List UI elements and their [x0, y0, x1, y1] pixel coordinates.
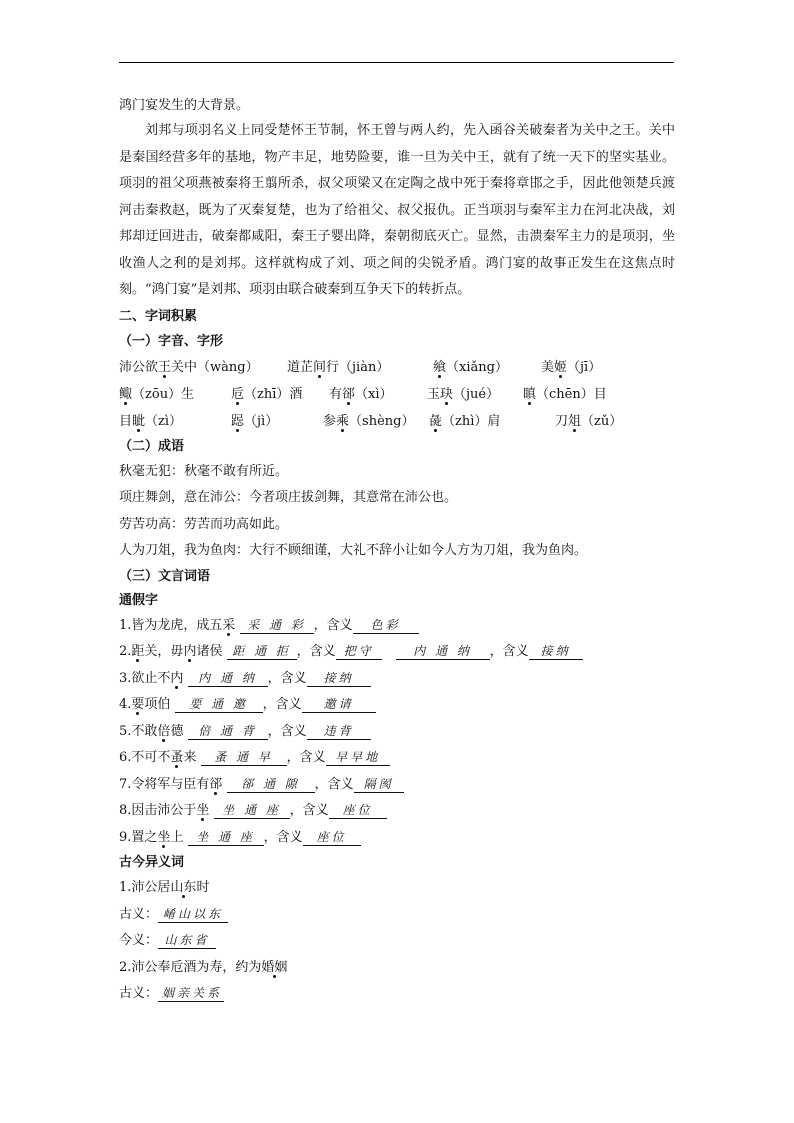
answer-blank: 山东省 [158, 932, 216, 949]
vocab-table [119, 354, 675, 435]
answer-blank: 邀请 [302, 696, 376, 713]
answer-blank: 距 通 拒 [227, 643, 297, 660]
vocab-item: 跽（jì） [231, 413, 279, 429]
tongjiazi-list [119, 613, 675, 852]
vocab-item: 刀俎（zǔ） [555, 413, 623, 429]
vocab-item: 瞋（chēn）目 [523, 386, 607, 402]
vocab-row [119, 354, 675, 381]
tongjiazi-item: 8.因击沛公于坐 坐 通 座 ，含义 座位 [119, 798, 675, 825]
vocab-item: 道芷间行（jiàn） [287, 359, 390, 375]
subheading-classical-words: （三）文言词语 [119, 568, 211, 584]
answer-blank: 郤 通 隙 [227, 776, 315, 793]
vocab-item: 卮（zhī）酒 [231, 386, 303, 402]
tongjiazi-item: 9.置之坐上 坐 通 座 ，含义 座位 [119, 825, 675, 852]
answer-blank: 倍 通 背 [188, 723, 268, 740]
vocab-row [119, 408, 675, 435]
vocab-item: 鲰（zōu）生 [119, 386, 195, 402]
answer-blank: 色彩 [353, 617, 419, 634]
tongjiazi-item: 4.要项伯 要 通 邀 ，含义 邀请 [119, 692, 675, 719]
answer-blank: 把守 [336, 643, 382, 660]
answer-blank: 采 通 彩 [240, 617, 314, 634]
answer-blank: 崤山以东 [158, 906, 228, 923]
tongjiazi-item: 7.令将军与臣有郤 郤 通 隙 ，含义 隔阂 [119, 772, 675, 799]
answer-blank: 早早地 [326, 749, 390, 766]
vocab-item: 沛公欲王关中（wàng） [119, 359, 259, 375]
page-content [119, 94, 675, 1008]
tongjiazi-item: 6.不可不蚤来 蚤 通 早 ，含义 早早地 [119, 745, 675, 772]
subheading-pronunciation: （一）字音、字形 [119, 333, 224, 349]
vocab-item: 参乘（shèng） [323, 413, 415, 429]
tongjiazi-item: 2.距关，毋内诸侯 距 通 拒 ，含义 把守 内 通 纳 ，含义 接纳 [119, 639, 675, 666]
vocab-item: 彘（zhì）肩 [429, 413, 501, 429]
answer-blank: 要 通 邀 [175, 696, 263, 713]
answer-blank: 内 通 纳 [396, 643, 490, 660]
idiom-line: 项庄舞剑，意在沛公：今者项庄拔剑舞，其意常在沛公也。 [119, 490, 458, 505]
idiom-line: 人为刀俎，我为鱼肉：大行不顾细谨，大礼不辞小让如今人方为刀俎，我为鱼肉。 [119, 543, 588, 558]
answer-blank: 接纳 [307, 670, 371, 687]
tongjiazi-item: 5.不敢倍德 倍 通 背 ，含义 违背 [119, 719, 675, 746]
idiom-line: 秋毫无犯：秋毫不敢有所近。 [119, 463, 289, 479]
vocab-item: 飨（xiǎng） [433, 359, 508, 375]
gujin-list [119, 875, 675, 1008]
header-rule [119, 62, 674, 63]
vocab-item: 目眦（zì） [119, 413, 183, 429]
gujin-item: 1.沛公居山东时 [119, 880, 210, 895]
gujin-ancient-meaning: 古义： 姻亲关系 [119, 986, 223, 1001]
answer-blank: 隔阂 [354, 776, 404, 793]
gujin-item: 2.沛公奉卮酒为寿，约为婚姻 [119, 959, 288, 975]
answer-blank: 蚤 通 早 [201, 749, 287, 766]
gujin-ancient-meaning: 古义： 崤山以东 [119, 902, 675, 929]
vocab-item: 美姬（jī） [541, 359, 602, 375]
answer-blank: 违背 [307, 723, 371, 740]
answer-blank: 座位 [329, 802, 387, 819]
answer-blank: 座位 [303, 829, 361, 846]
tongjiazi-item: 3.欲止不内 内 通 纳 ，含义 接纳 [119, 666, 675, 693]
background-paragraph: 刘邦与项羽名义上同受楚怀王节制，怀王曾与两人约，先入函谷关破秦者为关中之王。关中是秦国经营多年的基地，物产丰足，地势险要，谁一旦为关中王，就有了统一天下的坚实基业。项羽的祖父项燕被秦将王翦所杀，叔父项梁又在定陶之战中死于秦将章邯之手，因此他领楚兵渡河击秦救赵，既为了灭秦复楚，也为了给祖父、叔父报仇。正当项羽与秦军主力在河北决战，刘邦却迂回进击，破秦都咸阳，秦王子婴出降，秦朝彻底灭亡。显然，击溃秦军主力的是项羽，坐收渔人之利的是刘邦。这样就构成了刘、项之间的尖锐矛盾。鸿门宴的故事正发生在这焦点时刻。“鸿门宴”是刘邦、项羽由联合破秦到互争天下的转折点。 [119, 123, 675, 297]
idiom-line: 劳苦功高：劳苦而功高如此。 [119, 516, 289, 532]
vocab-row [119, 381, 675, 408]
section-heading-vocab: 二、字词积累 [119, 308, 198, 324]
subheading-idioms: （二）成语 [119, 438, 185, 454]
answer-blank: 坐 通 座 [214, 802, 290, 819]
vocab-item: 有郤（xì） [329, 386, 393, 402]
heading-gujin: 古今异义词 [119, 855, 185, 870]
heading-tongjiazi: 通假字 [119, 592, 159, 608]
gujin-modern-meaning: 今义： 山东省 [119, 928, 675, 955]
vocab-item: 玉玦（jué） [427, 386, 500, 402]
answer-blank: 坐 通 座 [188, 829, 264, 846]
answer-blank: 接纳 [529, 643, 583, 660]
answer-blank: 姻亲关系 [158, 985, 224, 1002]
tongjiazi-item: 1.皆为龙虎，成五采 采 通 彩 ，含义 色彩 [119, 613, 675, 640]
answer-blank: 内 通 纳 [188, 670, 268, 687]
intro-fragment: 鸿门宴发生的大背景。 [119, 98, 250, 113]
